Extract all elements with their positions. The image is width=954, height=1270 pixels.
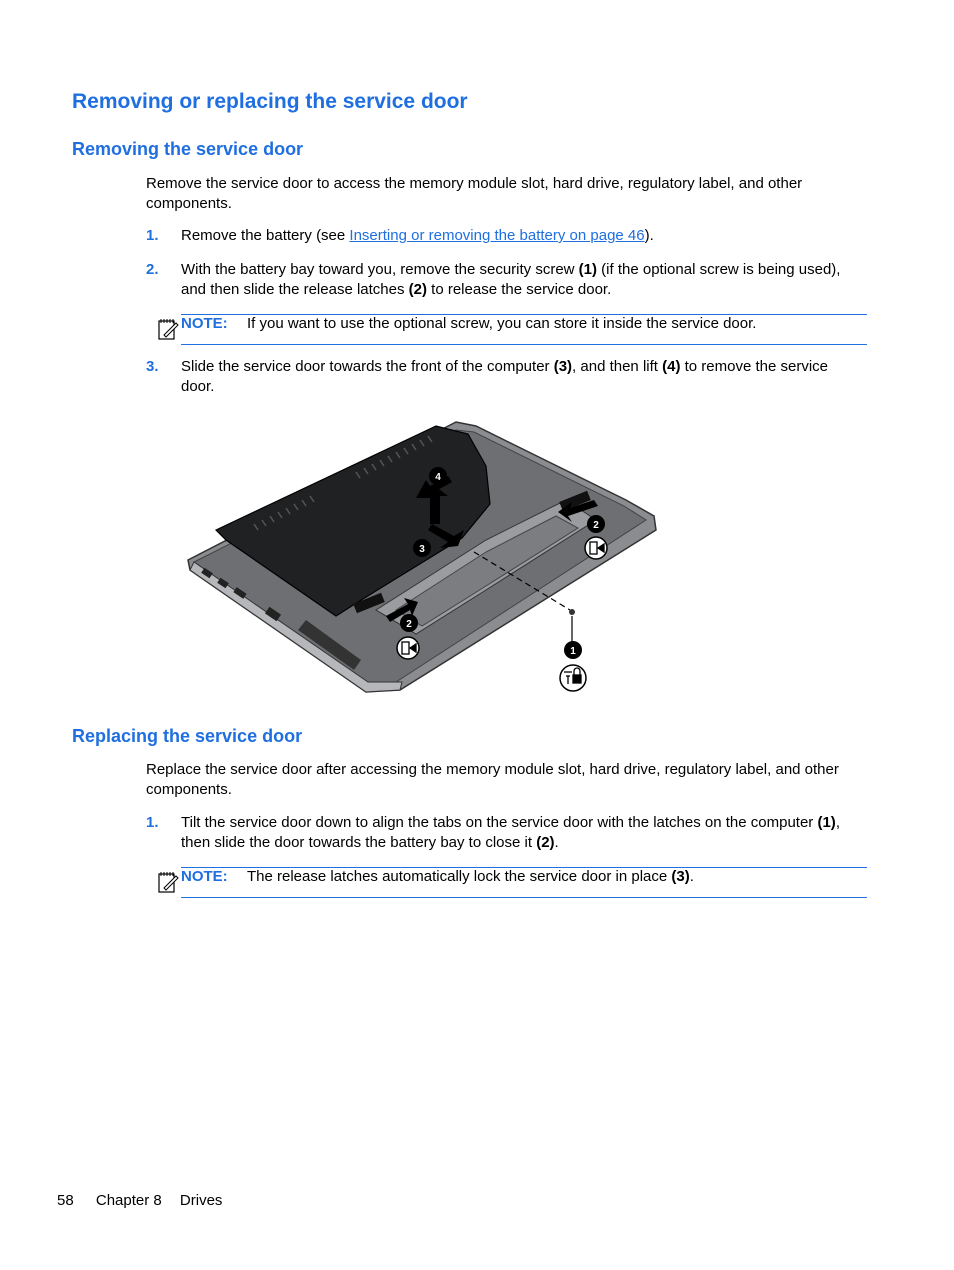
list-item: [146, 813, 861, 852]
step-number: 1.: [146, 814, 159, 831]
note-box: [181, 314, 867, 345]
page-footer: [57, 1192, 240, 1209]
note-icon: [156, 317, 180, 341]
step-text: With the battery bay toward you, remove the security screw (1) (if the optional screw is being used), and then slide the release latches (2) to release the service door.: [181, 261, 841, 298]
callout-3: 3: [419, 544, 425, 555]
page-number: 58: [57, 1192, 74, 1209]
note-label: NOTE:: [181, 868, 228, 885]
service-door-illustration: [186, 420, 666, 700]
note-text: The release latches automatically lock the service door in place (3).: [247, 868, 694, 885]
step-number: 1.: [146, 227, 159, 244]
step-text: Tilt the service door down to align the tabs on the service door with the latches on the computer (1), then slide the door towards the battery bay to close it (2).: [181, 814, 840, 851]
note-box: [181, 867, 867, 898]
note-icon: [156, 870, 180, 894]
note-text: If you want to use the optional screw, you can store it inside the service door.: [247, 315, 757, 332]
callout-2-right: 2: [593, 520, 599, 531]
section-heading-replacing: Replacing the service door: [72, 726, 303, 746]
callout-2-left: 2: [406, 619, 412, 630]
list-item: [146, 357, 861, 396]
section-intro: Remove the service door to access the memory module slot, hard drive, regulatory label, and other components.: [146, 175, 803, 212]
note-label: NOTE:: [181, 315, 228, 332]
step-number: 2.: [146, 261, 159, 278]
page-title: Removing or replacing the service door: [72, 90, 468, 113]
battery-link[interactable]: Inserting or removing the battery on page 46: [349, 227, 645, 244]
step-number: 3.: [146, 358, 159, 375]
footer-section: Drives: [179, 1192, 223, 1209]
callout-4: 4: [435, 472, 441, 483]
list-item: [146, 226, 861, 246]
footer-chapter: Chapter 8: [95, 1192, 162, 1209]
section-intro: Replace the service door after accessing the memory module slot, hard drive, regulatory label, and other components.: [146, 761, 839, 798]
list-item: [146, 260, 861, 299]
step-text: Remove the battery (see Inserting or removing the battery on page 46).: [181, 227, 654, 244]
callout-1: 1: [570, 646, 576, 657]
step-text: Slide the service door towards the front of the computer (3), and then lift (4) to remove the service door.: [181, 358, 829, 395]
section-heading-removing: Removing the service door: [72, 139, 304, 159]
